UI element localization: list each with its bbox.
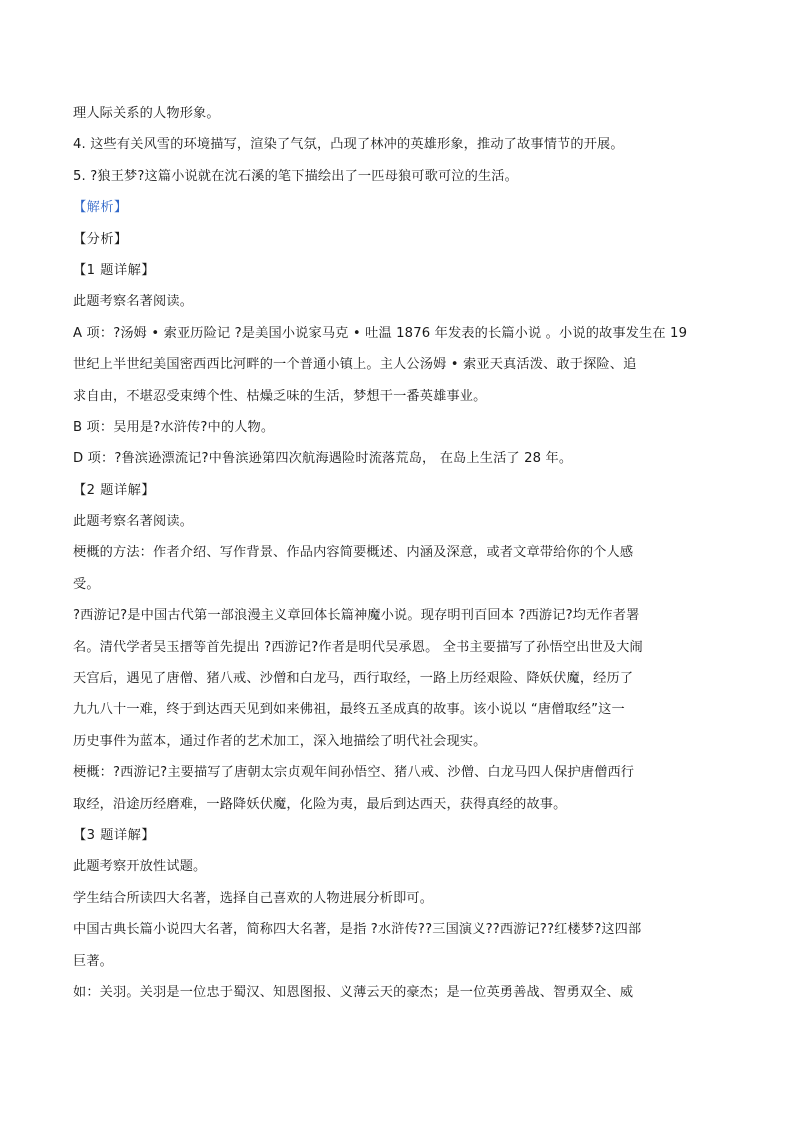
text-line-21: 历史事件为蓝本，通过作者的艺术加工，深入地描绘了明代社会现实。 [73, 733, 487, 749]
text-line-20: 九九八十一难，终于到达西天见到如来佛祖，最终五圣成真的故事。该小说以 “唐僧取经”这一 [73, 702, 625, 718]
document-body [73, 98, 723, 1008]
text-line-15: 梗概的方法：作者介绍、写作背景、作品内容简要概述、内涵及深意，或者文章带给你的个人感 [73, 545, 634, 561]
text-line-3: 5. ?狼王梦?这篇小说就在沈石溪的笔下描绘出了一匹母狼可歌可泣的生活。 [73, 168, 518, 184]
text-line-23: 取经，沿途历经磨难，一路降妖伏魔，化险为夷，最后到达西天，获得真经的故事。 [73, 796, 567, 812]
text-line-1: 理人际关系的人物形象。 [73, 106, 220, 121]
section-heading-analysis-detail: 【解析】 [73, 200, 128, 216]
text-line-16: 受。 [73, 576, 100, 592]
section-heading-analysis: 【分析】 [73, 231, 128, 247]
text-line-25: 此题考察开放性试题。 [73, 859, 207, 875]
text-line-11: B 项：吴用是?水浒传?中的人物。 [73, 419, 275, 435]
section-heading-q3: 【3 题详解】 [73, 827, 156, 843]
text-line-8: A 项：?汤姆 • 索亚历险记 ?是美国小说家马克 • 吐温 1876 年发表的长篇小说 。小说的故事发生在 19 [73, 325, 688, 341]
section-heading-q1: 【1 题详解】 [73, 262, 156, 278]
text-line-7: 此题考察名著阅读。 [73, 294, 194, 310]
text-line-29: 如：关羽。关羽是一位忠于蜀汉、知恩图报、义薄云天的豪杰；是一位英勇善战、智勇双全、威 [73, 984, 634, 1000]
text-line-9: 世纪上半世纪美国密西西比河畔的一个普通小镇上。主人公汤姆 • 索亚天真活泼、敢于探险、追 [73, 357, 637, 373]
text-line-22: 梗概：?西游记?主要描写了唐朝太宗贞观年间孙悟空、猪八戒、沙僧、白龙马四人保护唐僧西行 [73, 765, 635, 781]
text-line-18: 名。清代学者吴玉搢等首先提出 ?西游记?作者是明代吴承恩。 全书主要描写了孙悟空出世及大闹 [73, 639, 643, 655]
text-line-12: D 项：?鲁滨逊漂流记?中鲁滨逊第四次航海遇险时流落荒岛， 在岛上生活了 28 年。 [73, 451, 573, 467]
text-line-27: 中国古典长篇小说四大名著，简称四大名著，是指 ?水浒传??三国演义??西游记??红楼梦?这四部 [73, 922, 642, 938]
text-line-19: 天宫后，遇见了唐僧、猪八戒、沙僧和白龙马，西行取经，一路上历经艰险、降妖伏魔，经历了 [73, 671, 634, 687]
text-line-28: 巨著。 [73, 953, 114, 969]
text-line-10: 求自由，不堪忍受束缚个性、枯燥乏味的生活，梦想干一番英雄事业。 [73, 388, 487, 404]
section-heading-q2: 【2 题详解】 [73, 482, 156, 498]
text-line-2: 4. 这些有关风雪的环境描写，渲染了气氛，凸现了林冲的英雄形象，推动了故事情节的开展。 [73, 137, 624, 153]
text-line-17: ?西游记?是中国古代第一部浪漫主义章回体长篇神魔小说。现存明刊百回本 ?西游记?均无作者署 [73, 608, 640, 624]
text-line-14: 此题考察名著阅读。 [73, 514, 194, 530]
text-line-26: 学生结合所读四大名著，选择自己喜欢的人物进展分析即可。 [73, 890, 434, 906]
